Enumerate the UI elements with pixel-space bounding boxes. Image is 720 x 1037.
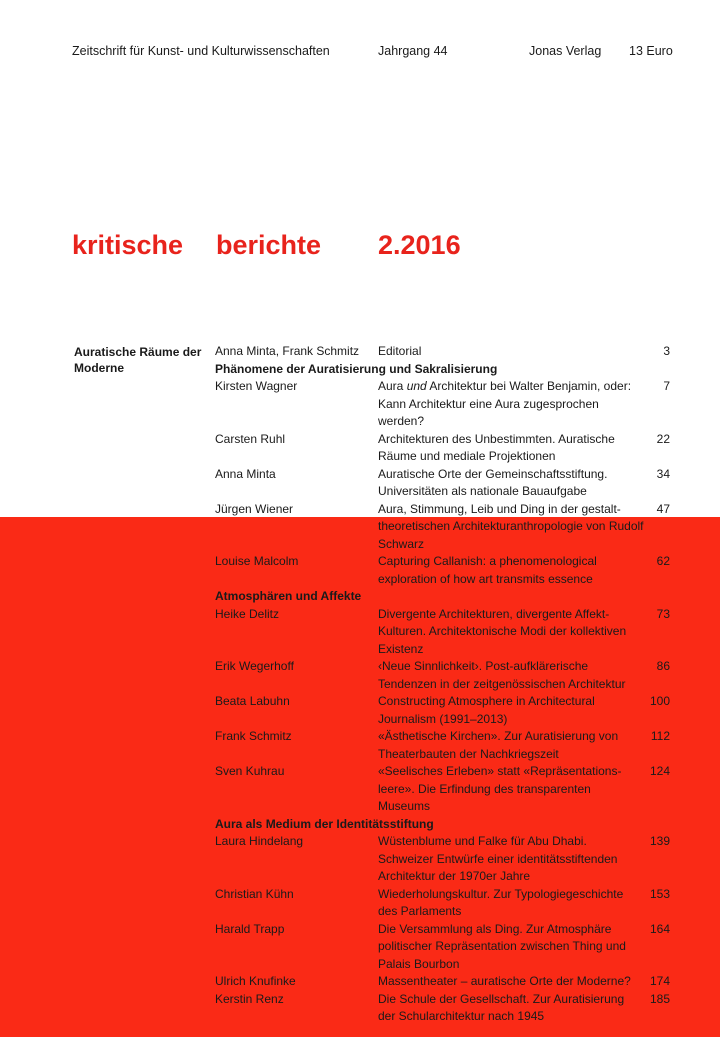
toc-title <box>378 378 644 431</box>
issue-number: 2.2016 <box>378 230 461 260</box>
price: 13 Euro <box>629 44 673 58</box>
toc-entry <box>215 991 670 1026</box>
toc-page-number: 100 <box>649 694 670 708</box>
toc-author: Christian Kühn <box>215 886 294 901</box>
toc-author: Heike Delitz <box>215 606 280 621</box>
toc-entry <box>215 431 670 466</box>
toc-author: Ulrich Knufinke <box>215 974 296 988</box>
toc-page-number: 164 <box>649 921 670 936</box>
toc-entry <box>215 501 670 554</box>
publisher: Jonas Verlag <box>529 44 602 58</box>
toc-title-emphasis: und <box>406 379 427 393</box>
toc-title: Divergente Architekturen, divergente Affekt-Kulturen. Architektonische Modi der kollektiven Existenz <box>378 606 627 656</box>
header <box>72 44 673 60</box>
toc-page-number: 86 <box>656 659 670 673</box>
toc-entry <box>215 553 670 588</box>
toc-entry <box>215 763 670 816</box>
toc-title: Architekturen des Unbestimmten. Auratische Räume und mediale Projektionen <box>378 431 615 463</box>
toc-page-number: 3 <box>663 344 670 358</box>
toc-author: Carsten Ruhl <box>215 431 286 446</box>
toc-subheading: Aura als Medium der Identitätsstiftung <box>215 816 434 831</box>
toc-author: Sven Kuhrau <box>215 764 285 778</box>
toc-author: Erik Wegerhoff <box>215 659 294 673</box>
toc-entry <box>215 343 670 361</box>
toc-entry <box>215 693 670 728</box>
toc-page-number: 112 <box>650 729 670 743</box>
toc-author: Harald Trapp <box>215 921 285 936</box>
toc-page-number: 7 <box>663 379 670 393</box>
section-title: Auratische Räume der Moderne <box>74 345 202 375</box>
toc-title: Wiederholungskultur. Zur Typologiegeschichte des Parlaments <box>378 886 624 918</box>
toc-page-number: 185 <box>649 991 670 1006</box>
toc-author: Kerstin Renz <box>215 991 284 1006</box>
toc-title: Constructing Atmosphere in Architectural Journalism (1991–2013) <box>378 694 595 726</box>
toc-page-number: 73 <box>656 606 670 621</box>
toc-title: Die Versammlung als Ding. Zur Atmosphäre politischer Repräsentation zwischen Thing und Palais Bourbon <box>378 921 626 971</box>
toc-page-number: 34 <box>656 466 670 481</box>
toc-author: Frank Schmitz <box>215 729 292 743</box>
toc-title: ‹Neue Sinnlichkeit›. Post-aufklärerische Tendenzen in der zeitgenössischen Architektur <box>378 659 626 691</box>
toc-entry <box>215 886 670 921</box>
toc-title: «Seelisches Erleben» statt «Repräsentations-leere». Die Erfindung des transparenten Museums <box>378 764 622 813</box>
masthead-word-2: berichte <box>216 230 322 260</box>
toc-title: Capturing Callanish: a phenomenological exploration of how art transmits essence <box>378 554 597 586</box>
toc-page-number: 174 <box>649 974 670 988</box>
toc-title: Die Schule der Gesellschaft. Zur Auratisierung der Schularchitektur nach 1945 <box>378 991 625 1023</box>
toc-title: Massentheater – auratische Orte der Moderne? <box>378 974 631 988</box>
toc-page-number: 124 <box>649 764 670 778</box>
toc-entry <box>215 728 670 763</box>
toc-title: Auratische Orte der Gemeinschaftsstiftung. Universitäten als nationale Bauaufgabe <box>378 466 608 498</box>
toc-entry <box>215 606 670 659</box>
toc-entry <box>215 378 670 431</box>
toc-page-number: 47 <box>656 501 670 516</box>
toc-entry <box>215 658 670 693</box>
masthead-word-1: kritische <box>72 230 184 260</box>
toc-author: Louise Malcolm <box>215 554 299 568</box>
volume: Jahrgang 44 <box>378 44 448 58</box>
toc-page-number: 153 <box>649 886 670 901</box>
toc-subheading: Phänomene der Auratisierung und Sakralisierung <box>215 361 498 376</box>
toc-page-number: 62 <box>656 554 670 568</box>
toc-title-part: Aura <box>378 379 407 393</box>
toc-title: Wüstenblume und Falke für Abu Dhabi. Schweizer Entwürfe einer identitätsstiftenden Architektur der 1970er Jahre <box>378 834 618 883</box>
toc-author: Jürgen Wiener <box>215 501 294 516</box>
toc-page-number: 22 <box>656 431 670 446</box>
toc-page-number: 139 <box>649 834 670 848</box>
toc-author: Laura Hindelang <box>215 834 304 848</box>
toc-entry <box>215 466 670 501</box>
toc-entry <box>215 833 670 886</box>
toc-author: Kirsten Wagner <box>215 379 298 393</box>
toc-title: «Ästhetische Kirchen». Zur Auratisierung von Theaterbauten der Nachkriegszeit <box>378 729 619 761</box>
toc-author: Anna Minta <box>215 466 276 481</box>
toc-title: Editorial <box>378 344 422 358</box>
toc-entry <box>215 973 670 991</box>
table-of-contents <box>215 343 670 1026</box>
toc-title-part: Architektur bei Walter Benjamin, oder: Kann Architektur eine Aura zugesprochen werden? <box>378 379 632 428</box>
toc-title: Aura, Stimmung, Leib und Ding in der gestalt-theoretischen Architekturanthropologie von Rudolf Schwarz <box>378 501 644 551</box>
toc-author: Anna Minta, Frank Schmitz <box>215 344 360 358</box>
toc-entry <box>215 921 670 974</box>
toc-author: Beata Labuhn <box>215 694 290 708</box>
toc-subheading: Atmosphären und Affekte <box>215 589 362 603</box>
journal-subtitle: Zeitschrift für Kunst- und Kulturwissenschaften <box>72 44 330 58</box>
